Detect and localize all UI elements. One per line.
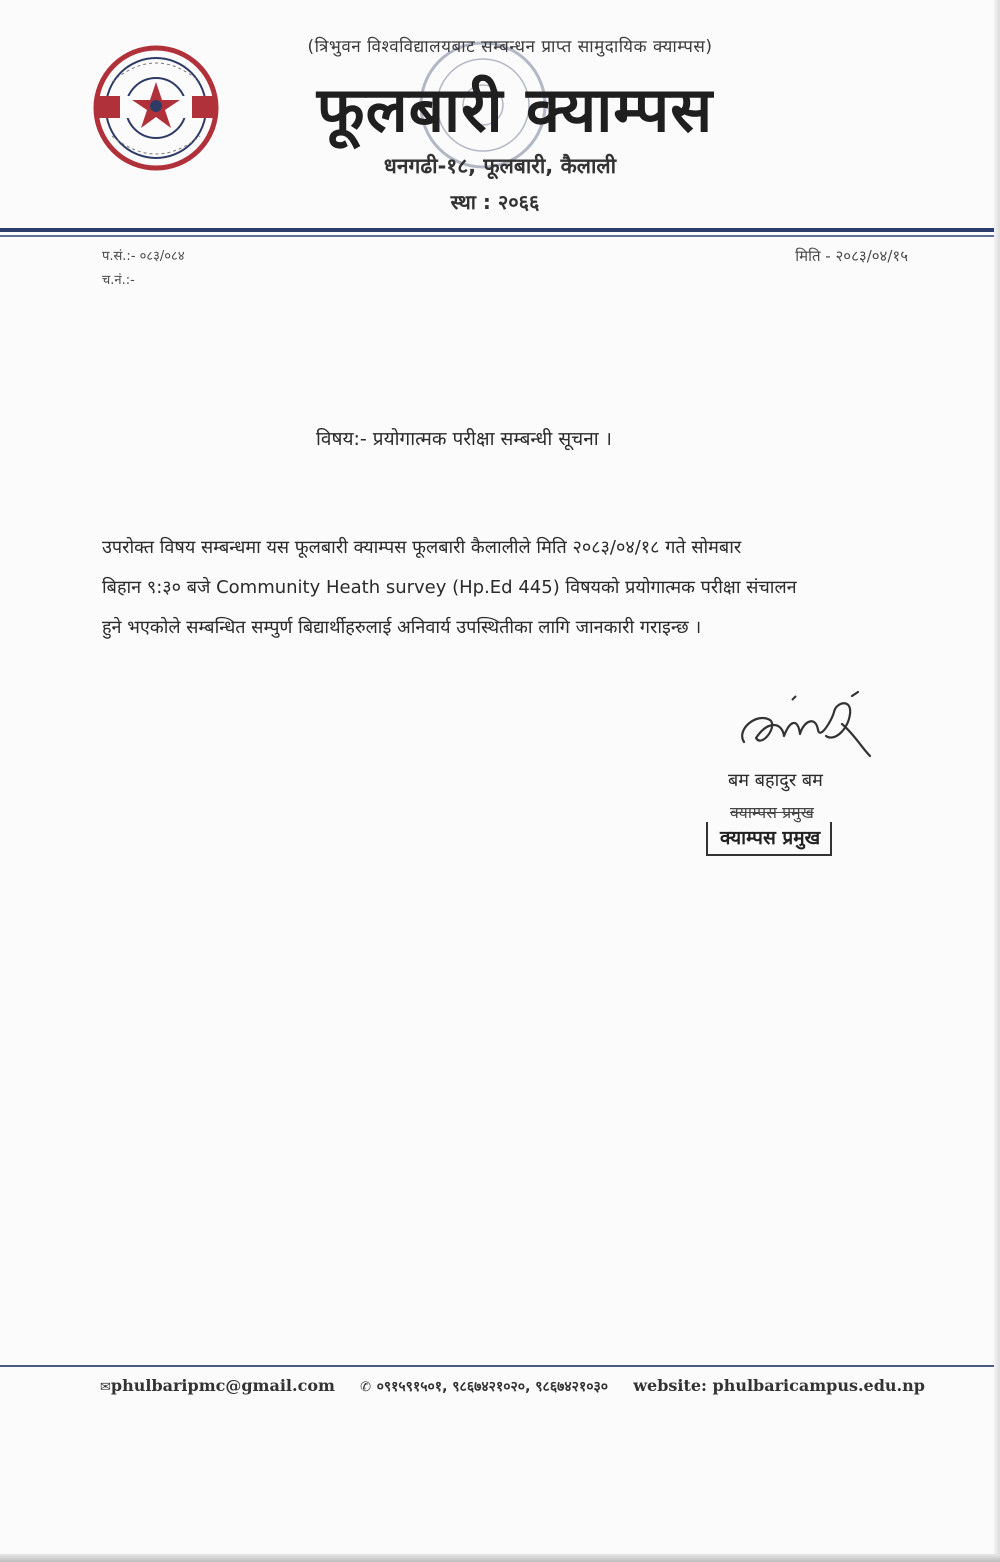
body-line: उपरोक्त विषय सम्बन्धमा यस फूलबारी क्याम्पस फूलबारी कैलालीले मिति २०८३/०४/१८ गते सोमबार — [102, 537, 742, 558]
footer-website: website: phulbaricampus.edu.np — [633, 1376, 925, 1395]
letterhead-rule-thin — [0, 235, 1000, 237]
envelope-icon: ✉ — [100, 1380, 111, 1395]
signatory-name: बम बहादुर बम — [728, 770, 823, 791]
affiliation-line: (त्रिभुवन विश्वविद्यालयबाट सम्बन्धन प्राप्त सामुदायिक क्याम्पस) — [307, 37, 713, 57]
notice-body — [102, 528, 914, 648]
phone-icon: ✆ — [360, 1380, 371, 1395]
designation-stamp: क्याम्पस प्रमुख — [706, 822, 832, 856]
page-bottom-shadow — [0, 1554, 1000, 1562]
campus-logo-icon — [92, 44, 220, 172]
footer-phones: ०९१५९१५०१, ९८६७४२१०२०, ९८६७४२१०३० — [376, 1379, 609, 1395]
signatory-title: क्याम्पस प्रमुख — [730, 803, 814, 822]
letter-date: मिति - २०८३/०४/१५ — [795, 247, 908, 265]
notice-subject: विषय:- प्रयोगात्मक परीक्षा सम्बन्धी सूचना । — [316, 428, 612, 450]
dispatch-number: च.नं.:- — [102, 273, 135, 288]
body-line: बिहान ९:३० बजे Community Heath survey (Hp.Ed 445) विषयको प्रयोगात्मक परीक्षा संचालन — [102, 577, 797, 598]
letterhead-rule — [0, 228, 1000, 232]
page-edge-shadow — [994, 0, 1000, 1562]
established-year: स्था : २०६६ — [450, 190, 540, 214]
campus-address: धनगढी-१८, फूलबारी, कैलाली — [383, 154, 617, 178]
footer-email: phulbaripmc@gmail.com — [110, 1376, 335, 1395]
reference-number: प.सं.:- ०८३/०८४ — [102, 249, 185, 264]
letterhead-footer — [100, 1376, 925, 1396]
body-line: हुने भएकोले सम्बन्धित सम्पुर्ण बिद्यार्थीहरुलाई अनिवार्य उपस्थितीका लागि जानकारी गराइन्छ । — [102, 617, 702, 638]
footer-rule — [0, 1365, 1000, 1367]
handwritten-signature — [734, 690, 874, 762]
campus-name-heading: फूलबारी क्याम्पस — [316, 73, 714, 146]
